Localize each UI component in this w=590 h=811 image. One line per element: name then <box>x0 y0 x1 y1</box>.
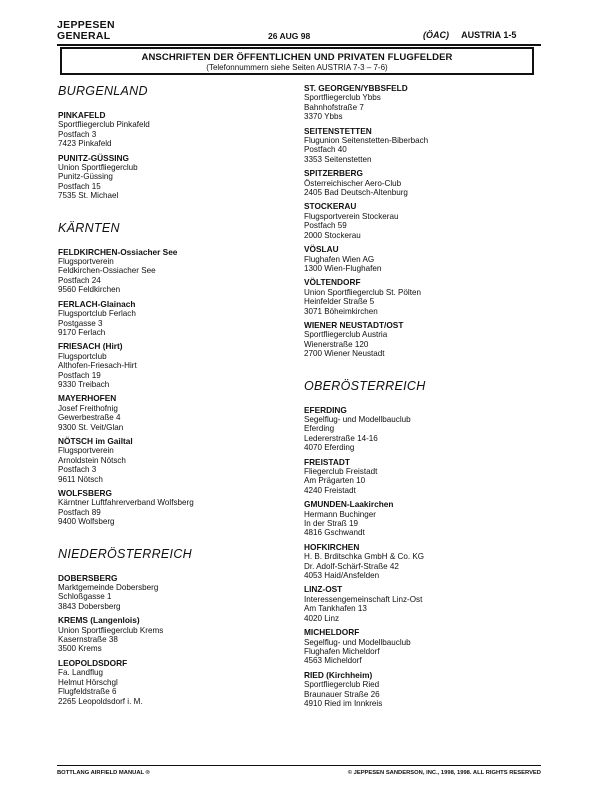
address-line: Sportfliegerclub Austria <box>304 330 388 340</box>
address-line: 9170 Ferlach <box>58 327 106 337</box>
address-line: 2405 Bad Deutsch-Altenburg <box>304 188 408 198</box>
airfield-name: FELDKIRCHEN-Ossiacher See <box>58 246 178 257</box>
address-line: 3071 Böheimkirchen <box>304 306 378 316</box>
airfield-name: VÖSLAU <box>304 244 339 255</box>
address-line: Braunauer Straße 26 <box>304 689 380 699</box>
airfield-name: KREMS (Langenlois) <box>58 615 140 626</box>
address-line: Postfach 59 <box>304 221 347 231</box>
address-line: Sportfliegerclub Ybbs <box>304 93 381 103</box>
airfield-name: EFERDING <box>304 404 347 415</box>
address-line: Segelflug- und Modellbauclub <box>304 637 411 647</box>
address-line: 3370 Ybbs <box>304 112 343 122</box>
address-line: Punitz-Güssing <box>58 172 113 182</box>
page-reference <box>423 30 516 40</box>
address-line: 1300 Wien-Flughafen <box>304 263 382 273</box>
address-line: Fa. Landflug <box>58 668 103 678</box>
page-number: AUSTRIA 1-5 <box>461 30 517 40</box>
airfield-entry <box>58 489 298 527</box>
airfield-name: LEOPOLDSDORF <box>58 657 128 668</box>
region-heading: KÄRNTEN <box>58 220 120 235</box>
airfield-name: PUNITZ-GÜSSING <box>58 152 129 163</box>
airfield-name: STOCKERAU <box>304 201 357 212</box>
address-line: Union Sportfliegerclub St. Pölten <box>304 287 421 297</box>
airfield-entry <box>58 342 298 389</box>
address-line: Postfach 19 <box>58 370 101 380</box>
airfield-name: VÖLTENDORF <box>304 277 361 288</box>
airfield-entry <box>304 169 544 197</box>
airfield-entry <box>58 111 298 149</box>
airfield-entry <box>304 671 544 709</box>
airfield-name: GMUNDEN-Laakirchen <box>304 499 394 510</box>
airfield-name: FERLACH-Glainach <box>58 298 136 309</box>
airfield-entry <box>58 154 298 201</box>
address-line: Postfach 24 <box>58 275 101 285</box>
address-line: 4053 Haid/Ansfelden <box>304 571 380 581</box>
brand-block <box>57 20 115 42</box>
address-line: Helmut Hörschgl <box>58 677 118 687</box>
address-line: Flugsportclub Ferlach <box>58 309 136 319</box>
region-heading: OBERÖSTERREICH <box>304 378 426 393</box>
left-column <box>58 84 298 711</box>
airfield-name: MICHELDORF <box>304 627 360 638</box>
airfield-entry <box>58 659 298 706</box>
address-line: 4240 Freistadt <box>304 485 356 495</box>
address-line: Union Sportfliegerclub Krems <box>58 625 164 635</box>
address-line: 9611 Nötsch <box>58 474 103 484</box>
address-line: Postfach 89 <box>58 507 101 517</box>
region-heading: NIEDERÖSTERREICH <box>58 546 192 561</box>
address-line: H. B. Brditschka GmbH & Co. KG <box>304 552 425 562</box>
airfield-entry <box>58 574 298 612</box>
address-line: 7535 St. Michael <box>58 191 119 201</box>
address-line: Marktgemeinde Dobersberg <box>58 583 159 593</box>
address-line: 2700 Wiener Neustadt <box>304 349 385 359</box>
page-title: ANSCHRIFTEN DER ÖFFENTLICHEN UND PRIVATEN FLUGFELDER <box>141 52 453 63</box>
title-box <box>60 47 534 75</box>
airfield-entry <box>304 628 544 666</box>
address-line: Interessengemeinschaft Linz-Ost <box>304 594 423 604</box>
oac-tag: (ÖAC) <box>423 30 449 40</box>
airfield-name: NÖTSCH im Gailtal <box>58 435 133 446</box>
airfield-entry <box>304 321 544 359</box>
airfield-entry <box>304 202 544 240</box>
address-line: In der Straß 19 <box>304 519 358 529</box>
airfield-name: WIENER NEUSTADT/OST <box>304 319 404 330</box>
address-line: Flugsportverein <box>58 257 114 267</box>
address-line: Dr. Adolf-Schärf-Straße 42 <box>304 561 399 571</box>
address-line: Am Prägarten 10 <box>304 476 366 486</box>
airfield-name: MAYERHOFEN <box>58 393 117 404</box>
airfield-entry <box>304 585 544 623</box>
address-line: Postgasse 3 <box>58 318 103 328</box>
address-line: Postfach 3 <box>58 129 97 139</box>
airfield-entry <box>304 543 544 581</box>
airfield-entry <box>304 406 544 453</box>
address-line: Union Sportfliegerclub <box>58 163 138 173</box>
footer-publication: BOTTLANG AIRFIELD MANUAL ® <box>57 770 150 776</box>
address-line: Bahnhofstraße 7 <box>304 102 364 112</box>
address-line: 4816 Gschwandt <box>304 528 365 538</box>
airfield-name: FRIESACH (Hirt) <box>58 341 123 352</box>
address-line: Sportfliegerclub Pinkafeld <box>58 120 150 130</box>
airfield-name: HOFKIRCHEN <box>304 541 360 552</box>
footer-rule <box>57 765 541 766</box>
address-line: 9560 Feldkirchen <box>58 285 121 295</box>
airfield-name: PINKAFELD <box>58 110 106 120</box>
address-line: 4070 Eferding <box>304 443 355 453</box>
airfield-entry <box>58 394 298 432</box>
address-line: 4020 Linz <box>304 613 340 623</box>
address-line: 9300 St. Veit/Glan <box>58 422 124 432</box>
airfield-entry <box>304 458 544 496</box>
page-subtitle: (Telefonnummern siehe Seiten AUSTRIA 7-3 – 7-6) <box>206 63 388 72</box>
airfield-name: FREISTADT <box>304 456 350 467</box>
airfield-entry <box>58 616 298 654</box>
airfield-entry <box>58 437 298 484</box>
address-line: Postfach 40 <box>304 145 347 155</box>
address-line: Flughafen Micheldorf <box>304 646 380 656</box>
brand-name: JEPPESEN <box>57 19 115 31</box>
address-line: Flugsportverein <box>58 446 114 456</box>
airfield-name: LINZ-OST <box>304 584 343 595</box>
address-line: Flugsportverein Stockerau <box>304 211 399 221</box>
address-line: Flughafen Wien AG <box>304 254 375 264</box>
address-line: Sportfliegerclub Ried <box>304 680 380 690</box>
revision-date: 26 AUG 98 <box>268 31 311 41</box>
right-column <box>304 84 544 713</box>
address-line: 2265 Leopoldsdorf i. M. <box>58 696 143 706</box>
address-line: Postfach 15 <box>58 181 101 191</box>
address-line: Arnoldstein Nötsch <box>58 455 126 465</box>
address-line: 3843 Dobersberg <box>58 601 121 611</box>
airfield-entry <box>304 127 544 165</box>
address-line: Josef Freithofnig <box>58 403 118 413</box>
address-line: Wienerstraße 120 <box>304 339 369 349</box>
address-line: Flugunion Seitenstetten-Biberbach <box>304 136 429 146</box>
address-line: 4910 Ried im Innkreis <box>304 698 383 708</box>
address-line: Fliegerclub Freistadt <box>304 467 378 476</box>
airfield-entry <box>58 248 298 295</box>
address-line: Althofen-Friesach-Hirt <box>58 361 137 371</box>
region-heading: BURGENLAND <box>58 84 148 98</box>
address-line: Ledererstraße 14-16 <box>304 433 378 443</box>
address-line: 3353 Seitenstetten <box>304 154 372 164</box>
address-line: 7423 Pinkafeld <box>58 139 112 149</box>
address-line: 3500 Krems <box>58 644 102 654</box>
address-line: Schloßgasse 1 <box>58 592 112 602</box>
address-line: Österreichischer Aero-Club <box>304 178 402 188</box>
airfield-name: WOLFSBERG <box>58 488 112 498</box>
address-line: Flugsportclub <box>58 351 107 361</box>
address-line: Flugfeldstraße 6 <box>58 687 117 697</box>
address-line: Feldkirchen-Ossiacher See <box>58 266 156 276</box>
address-line: 9400 Wolfsberg <box>58 517 115 527</box>
airfield-entry <box>304 278 544 316</box>
airfield-name: ST. GEORGEN/YBBSFELD <box>304 83 408 93</box>
address-line: 4563 Micheldorf <box>304 656 362 666</box>
airfield-entry <box>304 245 544 273</box>
airfield-entry <box>304 500 544 538</box>
header-rule <box>57 44 541 46</box>
address-line: Kasernstraße 38 <box>58 635 118 645</box>
address-line: Am Tankhafen 13 <box>304 604 367 614</box>
airfield-name: DOBERSBERG <box>58 572 118 583</box>
airfield-name: SEITENSTETTEN <box>304 125 372 136</box>
address-line: 9330 Treibach <box>58 379 110 389</box>
airfield-name: RIED (Kirchheim) <box>304 669 373 680</box>
address-line: Heinfelder Straße 5 <box>304 297 375 307</box>
address-line: Segelflug- und Modellbauclub <box>304 414 411 424</box>
brand-section: GENERAL <box>57 30 111 42</box>
address-line: Eferding <box>304 424 335 434</box>
airfield-name: SPITZERBERG <box>304 168 364 179</box>
address-line: Hermann Buchinger <box>304 509 376 519</box>
airfield-entry <box>304 84 544 122</box>
address-line: Gewerbestraße 4 <box>58 413 121 423</box>
address-line: 2000 Stockerau <box>304 230 361 240</box>
address-line: Postfach 3 <box>58 465 97 475</box>
airfield-entry <box>58 300 298 338</box>
footer-copyright: © JEPPESEN SANDERSON, INC., 1998, 1998. ALL RIGHTS RESERVED <box>347 770 541 776</box>
address-line: Kärntner Luftfahrerverband Wolfsberg <box>58 498 194 508</box>
